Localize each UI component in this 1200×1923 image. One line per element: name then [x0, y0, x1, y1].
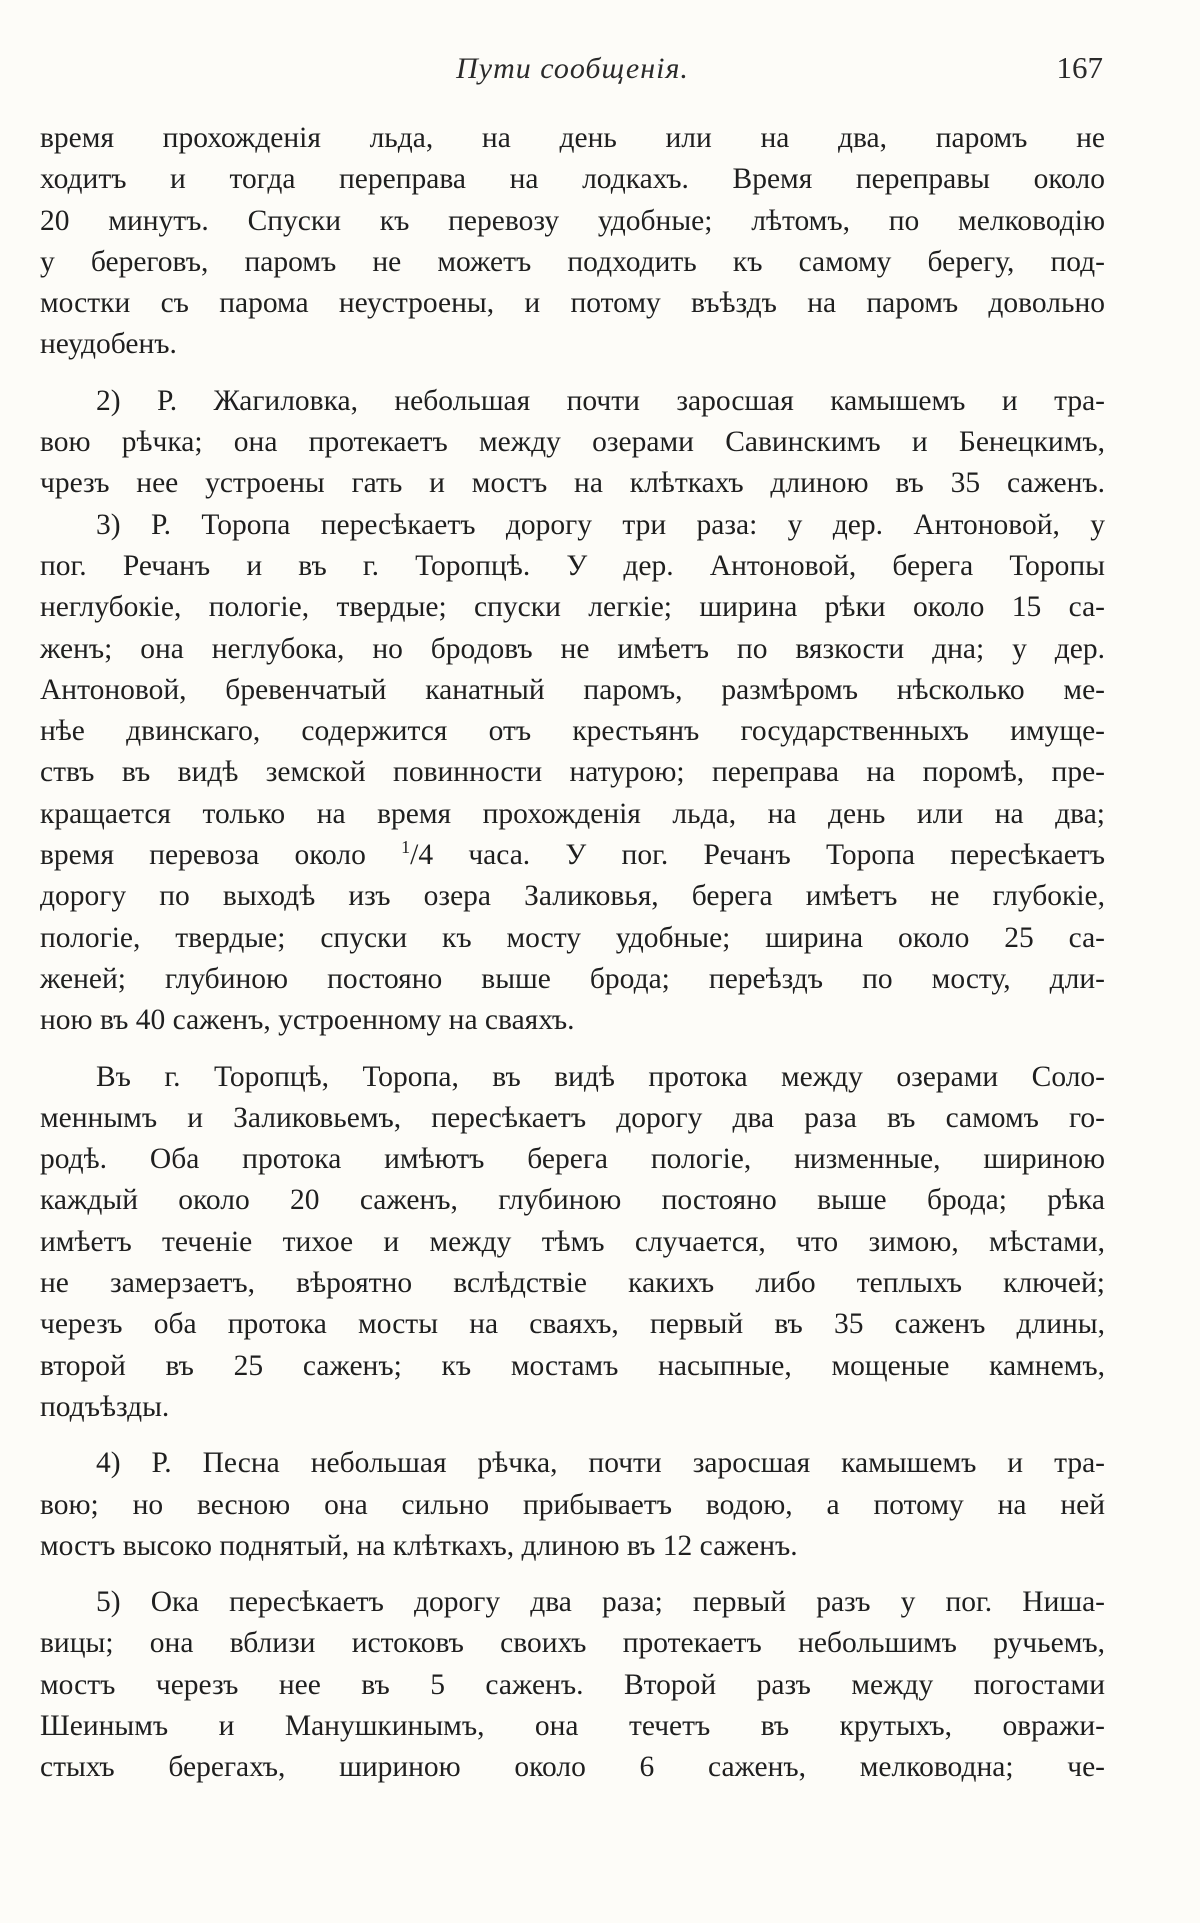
paragraph: [40, 381, 1105, 505]
page-number: 167: [1056, 50, 1103, 85]
text-line: стыхъ берегахъ, шириною около 6 саженъ, мелководна; че-: [40, 1751, 1105, 1784]
text-line: подъѣзды.: [40, 1390, 170, 1423]
text-line: 5) Ока пересѣкаетъ дорогу два раза; первый разъ у пог. Ниша-: [96, 1586, 1105, 1619]
text-line: Въ г. Торопцѣ, Торопа, въ видѣ протока между озерами Соло-: [96, 1060, 1105, 1093]
text-line: неглубокіе, пологіе, твердые; спуски легкіе; ширина рѣки около 15 са-: [40, 591, 1105, 624]
text-line: имѣетъ теченіе тихое и между тѣмъ случается, что зимою, мѣстами,: [40, 1225, 1105, 1258]
text-line: черезъ оба протока мосты на сваяхъ, первый въ 35 саженъ длины,: [40, 1308, 1105, 1341]
text-line: чрезъ нее устроены гать и мостъ на клѣткахъ длиною въ 35 саженъ.: [40, 467, 1105, 500]
fraction-denominator: 4: [418, 839, 434, 872]
text-line: Антоновой, бревенчатый канатный паромъ, размѣромъ нѣсколько ме-: [40, 673, 1105, 706]
text-line: Шеинымъ и Манушкинымъ, она течетъ въ крутыхъ, овражи-: [40, 1709, 1105, 1742]
paragraph: [40, 1057, 1105, 1429]
text-line: мостъ высоко поднятый, на клѣткахъ, длиною въ 12 саженъ.: [40, 1529, 798, 1562]
text-line: время прохожденія льда, на день или на два, паромъ не: [40, 122, 1105, 154]
running-title: Пути сообщенія.: [456, 52, 689, 85]
fraction-numerator: 1: [401, 837, 411, 858]
text-line: женей; глубиною постояно выше брода; переѣздъ по мосту, дли-: [40, 962, 1105, 995]
paragraph: [40, 1443, 1105, 1567]
body-text: [40, 118, 1105, 1789]
text-line: вою рѣчка; она протекаетъ между озерами Савинскимъ и Бенецкимъ,: [40, 426, 1105, 459]
text-line: у береговъ, паромъ не можетъ подходить къ самому берегу, под-: [40, 245, 1105, 278]
text-line: 4) Р. Песна небольшая рѣчка, почти заросшая камышемъ и тра-: [96, 1447, 1105, 1480]
text-line: 20 минутъ. Спуски къ перевозу удобные; лѣтомъ, по мелководію: [40, 204, 1105, 237]
text-line: женъ; она неглубока, но бродовъ не имѣетъ по вязкости дна; у дер.: [40, 632, 1105, 665]
text-line: нѣе двинскаго, содержится отъ крестьянъ государственныхъ имуще-: [40, 715, 1105, 748]
text-line-with-fraction: [40, 835, 1105, 876]
text-line: вою; но весною она сильно прибываетъ водою, а потому на ней: [40, 1488, 1105, 1521]
text-line: каждый около 20 саженъ, глубиною постояно выше брода; рѣка: [40, 1184, 1105, 1217]
paragraph: [40, 505, 1105, 1042]
text-line: 3) Р. Торопа пересѣкаетъ дорогу три раза: у дер. Антоновой, у: [96, 508, 1105, 541]
text-line: второй въ 25 саженъ; къ мостамъ насыпные, мощеные камнемъ,: [40, 1349, 1105, 1382]
text-line: меннымъ и Заликовьемъ, пересѣкаетъ дорогу два раза въ самомъ го-: [40, 1101, 1105, 1134]
text-line: ствъ въ видѣ земской повинности натурою; переправа на поромѣ, пре-: [40, 756, 1105, 789]
text-line: кращается только на время прохожденія льда, на день или на два;: [40, 797, 1105, 830]
text-line: мостъ черезъ нее въ 5 саженъ. Второй разъ между погостами: [40, 1668, 1105, 1701]
text-segment: часа. У пог. Речанъ Торопа пересѣкаетъ: [468, 839, 1106, 872]
paragraph: [40, 118, 1105, 366]
text-line: ною въ 40 саженъ, устроенному на сваяхъ.: [40, 1004, 575, 1037]
text-line: неудобенъ.: [40, 328, 177, 361]
paragraph: [40, 1582, 1105, 1788]
page-header: [40, 46, 1105, 96]
text-line: мостки съ парома неустроены, и потому въѣздъ на паромъ довольно: [40, 287, 1105, 320]
text-line: вицы; она вблизи истоковъ своихъ протекаетъ небольшимъ ручьемъ,: [40, 1627, 1105, 1660]
text-line: пог. Речанъ и въ г. Торопцѣ. У дер. Антоновой, берега Торопы: [40, 549, 1105, 582]
fraction: $^1$/4: [401, 837, 434, 872]
text-line: не замерзаетъ, вѣроятно вслѣдствіе какихъ либо теплыхъ ключей;: [40, 1267, 1105, 1300]
text-line: родѣ. Оба протока имѣютъ берега пологіе, низменные, шириною: [40, 1143, 1105, 1176]
text-line: пологіе, твердые; спуски къ мосту удобные; ширина около 25 са-: [40, 921, 1105, 954]
text-line: 2) Р. Жагиловка, небольшая почти заросшая камышемъ и тра-: [96, 384, 1105, 417]
text-line: ходитъ и тогда переправа на лодкахъ. Время переправы около: [40, 163, 1105, 196]
text-segment: время перевоза около: [40, 839, 366, 872]
text-line: дорогу по выходѣ изъ озера Заликовья, берега имѣетъ не глубокіе,: [40, 880, 1105, 913]
